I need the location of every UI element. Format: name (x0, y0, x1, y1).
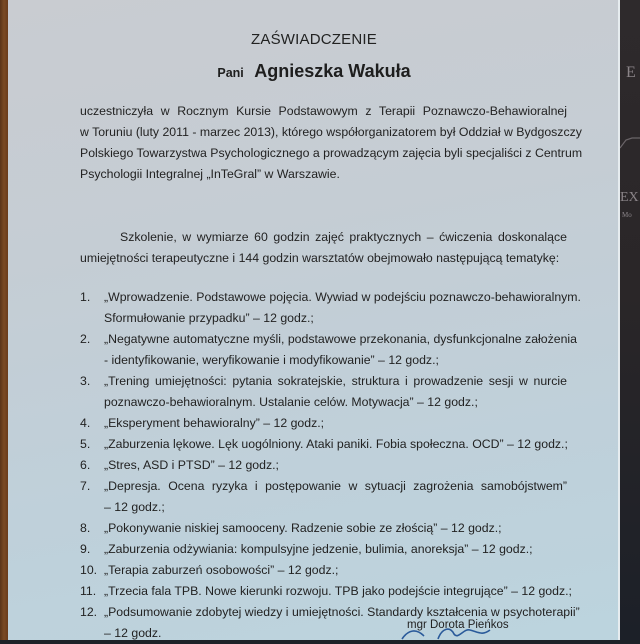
item-number: 2. (80, 332, 91, 346)
item-text: Sformułowanie przypadku” – 12 godz.; (104, 311, 314, 325)
recipient-name: Agnieszka Wakuła (254, 61, 411, 81)
item-text: „Trening umiejętności: pytania sokratejskie, struktura i prowadzenie sesji w nurcie (104, 374, 567, 388)
background-line-graphic (620, 130, 640, 160)
wooden-table-edge (0, 0, 8, 640)
list-item (80, 560, 567, 581)
item-text: „Pokonywanie niskiej samooceny. Radzenie sobie ze złością” – 12 godz.; (104, 521, 502, 535)
list-item (80, 518, 567, 539)
list-item (80, 329, 578, 371)
item-number: 4. (80, 416, 91, 430)
item-text: „Depresja. Ocena ryzyka i postępowanie w sytuacji zagrożenia samobójstwem” (104, 479, 567, 493)
list-item (80, 581, 572, 602)
background-text-fragment: Mo (622, 211, 632, 219)
list-item (80, 539, 567, 560)
item-text: – 12 godz. (104, 626, 162, 640)
recipient-prefix: Pani (217, 66, 244, 80)
item-number: 12. (80, 605, 98, 619)
intro-line: Psychologii Integralnej „InTeGral” w Warszawie. (80, 167, 340, 181)
item-text: „Negatywne automatyczne myśli, podstawowe przekonania, dysfunkcjonalne założenia (104, 332, 578, 346)
item-text: poznawczo-behawioralnym. Ustalanie celów. Motywacja” – 12 godz.; (104, 395, 478, 409)
item-number: 5. (80, 437, 91, 451)
item-number: 1. (80, 290, 91, 304)
item-number: 3. (80, 374, 91, 388)
item-text: „Eksperyment behawioralny” – 12 godz.; (104, 416, 325, 430)
background-poster (620, 0, 640, 640)
recipient-line (8, 61, 620, 82)
item-text: – 12 godz.; (104, 500, 165, 514)
intro-line: Polskiego Towarzystwa Psychologicznego a prowadzącym zajęcia byli specjaliści z Centrum (80, 146, 583, 160)
list-item (80, 476, 567, 518)
item-number: 9. (80, 542, 91, 556)
item-number: 6. (80, 458, 91, 472)
background-text-fragment: E (626, 64, 636, 81)
item-number: 11. (80, 584, 97, 598)
scope-line: umiejętności terapeutyczne i 144 godzin warsztatów obejmowało następującą tematykę: (80, 251, 560, 265)
item-text: „Wprowadzenie. Podstawowe pojęcia. Wywiad w podejściu poznawczo-behawioralnym. (104, 290, 581, 304)
certificate-page (8, 0, 620, 640)
list-item (80, 287, 581, 329)
list-item (80, 371, 567, 413)
item-number: 10. (80, 563, 98, 577)
list-item (80, 455, 567, 476)
item-text: „Zaburzenia odżywiania: kompulsyjne jedzenie, bulimia, anoreksja” – 12 godz.; (104, 542, 533, 556)
item-text: „Stres, ASD i PTSD” – 12 godz.; (104, 458, 279, 472)
scope-paragraph (80, 227, 567, 269)
intro-line: w Toruniu (luty 2011 - marzec 2013), którego współorganizatorem był Oddział w Bydgoszczy (80, 125, 582, 139)
item-text: „Terapia zaburzeń osobowości” – 12 godz.; (104, 563, 339, 577)
item-text: „Podsumowanie zdobytej wiedzy i umiejętności. Standardy kształcenia w psychoterapii” (104, 605, 580, 619)
item-number: 7. (80, 479, 91, 493)
item-number: 8. (80, 521, 91, 535)
list-item (80, 434, 567, 455)
intro-line: uczestniczyła w Rocznym Kursie Podstawowym z Terapii Poznawczo-Behawioralnej (80, 104, 567, 118)
item-text: - identyfikowanie, weryfikowanie i modyfikowanie” – 12 godz.; (104, 353, 439, 367)
background-text-fragment: EX (620, 190, 639, 205)
document-title: ZAŚWIADCZENIE (251, 31, 377, 48)
handwritten-signature-icon (398, 624, 508, 640)
list-item (80, 413, 567, 434)
item-text: „Trzecia fala TPB. Nowe kierunki rozwoju. TPB jako podejście integrujące” – 12 godz.; (104, 584, 572, 598)
scope-line: Szkolenie, w wymiarze 60 godzin zajęć praktycznych – ćwiczenia doskonalące (120, 230, 567, 244)
signatory-name: mgr Dorota Pieńkos (407, 619, 509, 631)
topics-list (80, 287, 581, 644)
item-text: „Zaburzenia lękowe. Lęk uogólniony. Ataki paniki. Fobia społeczna. OCD” – 12 godz.; (104, 437, 568, 451)
intro-paragraph (80, 101, 583, 185)
